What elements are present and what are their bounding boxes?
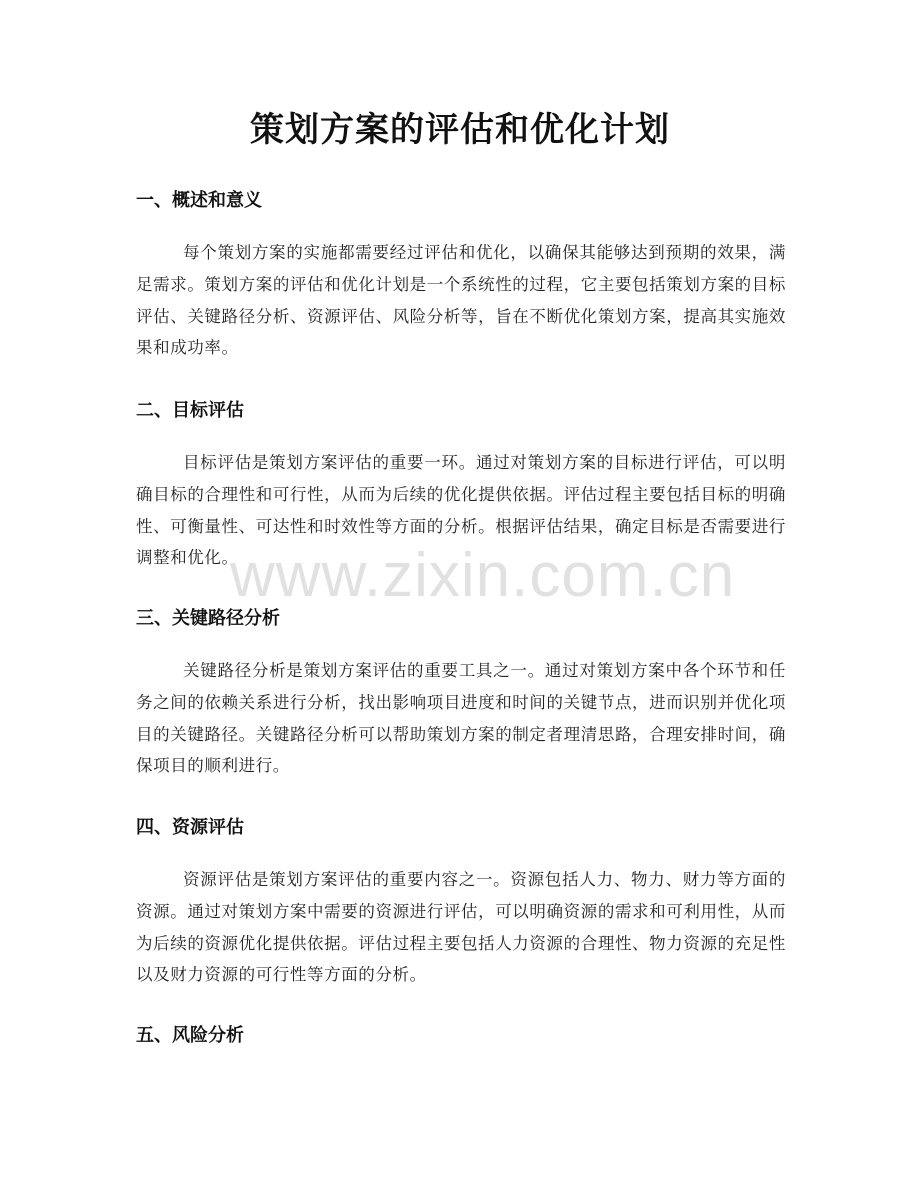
- section-paragraph: 每个策划方案的实施都需要经过评估和优化，以确保其能够达到预期的效果，满足需求。策划方案的评估和优化计划是一个系统性的过程，它主要包括策划方案的目标评估、关键路径分析、资源评估、风险分析等，旨在不断优化策划方案，提高其实施效果和成功率。: [136, 243, 786, 358]
- section-overview: [136, 188, 786, 364]
- section-heading: 四、资源评估: [136, 817, 244, 838]
- section-risk-analysis: [136, 1023, 786, 1049]
- section-resource-evaluation: [136, 815, 786, 991]
- section-paragraph: 关键路径分析是策划方案评估的重要工具之一。通过对策划方案中各个环节和任务之间的依赖关系进行分析，找出影响项目进度和时间的关键节点，进而识别并优化项目的关键路径。关键路径分析可以帮助策划方案的制定者理清思路，合理安排时间，确保项目的顺利进行。: [136, 661, 786, 776]
- section-heading: 一、概述和意义: [136, 190, 262, 211]
- section-critical-path: [136, 606, 786, 782]
- section-paragraph: 目标评估是策划方案评估的重要一环。通过对策划方案的目标进行评估，可以明确目标的合理性和可行性，从而为后续的优化提供依据。评估过程主要包括目标的明确性、可衡量性、可达性和时效性等方面的分析。根据评估结果，确定目标是否需要进行调整和优化。: [136, 453, 786, 568]
- section-paragraph: 资源评估是策划方案评估的重要内容之一。资源包括人力、物力、财力等方面的资源。通过对策划方案中需要的资源进行评估，可以明确资源的需求和可利用性，从而为后续的资源优化提供依据。评估过程主要包括人力资源的合理性、物力资源的充足性以及财力资源的可行性等方面的分析。: [136, 870, 786, 985]
- document-title: 策划方案的评估和优化计划: [250, 110, 670, 150]
- section-goal-evaluation: [136, 398, 786, 574]
- watermark: www.zixin.com.cn: [230, 541, 736, 610]
- section-heading: 五、风险分析: [136, 1025, 244, 1046]
- section-heading: 三、关键路径分析: [136, 608, 280, 629]
- section-heading: 二、目标评估: [136, 400, 244, 421]
